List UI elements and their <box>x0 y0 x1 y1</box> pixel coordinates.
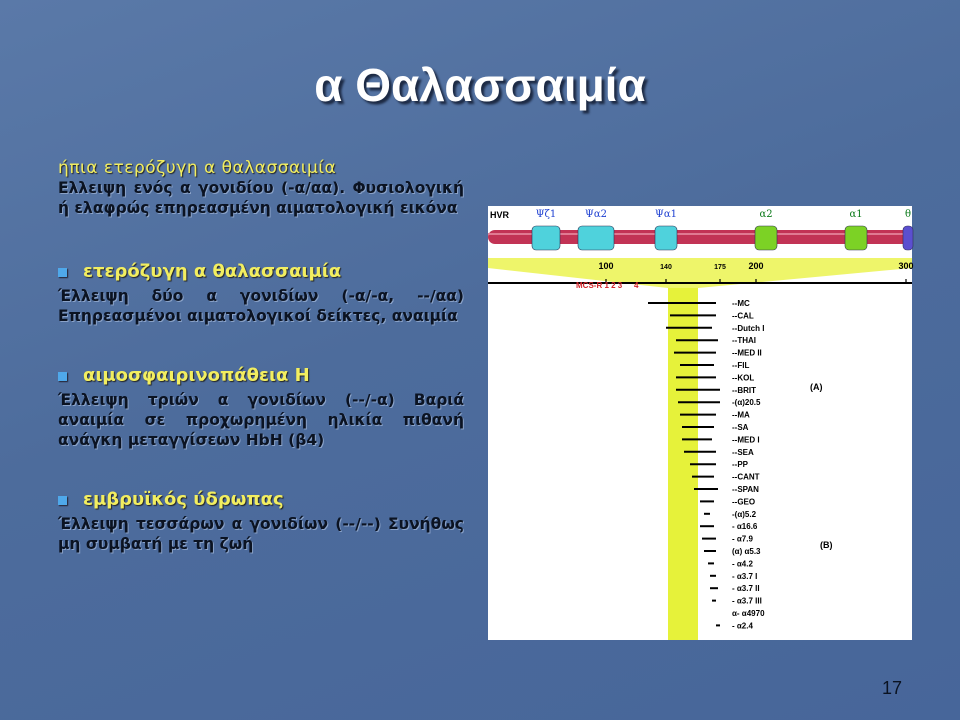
scale-label: 200 <box>748 261 764 271</box>
bullet-label: αιμοσφαιρινοπάθεια Η <box>83 365 310 386</box>
deletion-label: --MA <box>732 410 750 420</box>
deletion-label: --MED I <box>732 435 760 445</box>
intro-text: Ελλειψη ενός α γονιδίου (-α/αα). Φυσιολογική ή ελαφρώς επηρεασμένη αιματολογική εικόνα <box>58 179 464 217</box>
bullet-hydrops <box>58 490 464 510</box>
bullet-heterozygous <box>58 262 464 282</box>
deletion-label: α- α4970 <box>732 609 765 618</box>
mcs4-label: 4 <box>634 281 639 290</box>
intro-heading: ήπια ετερόζυγη α θαλασσαιμία <box>58 158 337 178</box>
gene-label: Ψα1 <box>655 209 677 220</box>
gene-box <box>578 226 614 250</box>
deletion-label: - α3.7 III <box>732 596 762 606</box>
deletion-label: --KOL <box>732 373 755 383</box>
deletion-label: --CAL <box>732 311 754 321</box>
deletion-label: --FIL <box>732 361 750 370</box>
gene-box <box>755 226 777 250</box>
deletion-label: - α2.4 <box>732 621 753 631</box>
hvr-label: HVR <box>490 210 510 220</box>
gene-box <box>655 226 677 250</box>
scale-label: 175 <box>714 264 726 271</box>
bullet-text: Έλλειψη τριών α γονιδίων (--/-α) Βαριά αναιμία σε προχωρημένη ηλικία πιθανή ανάγκη μεταγγίσεων HbH (β4) <box>58 391 464 449</box>
deletion-label: --CANT <box>732 472 760 482</box>
gene-label: θ <box>904 209 912 220</box>
bullet-text: Έλλειψη δύο α γονιδίων (-α/-α, --/αα) Επηρεασμένοι αιματολογικοί δείκτες, αναιμία <box>58 287 464 325</box>
deletion-label: - α3.7 I <box>732 571 758 581</box>
bullet-text: Έλλειψη τεσσάρων α γονιδίων (--/--) Συνήθως μη συμβατή με τη ζωή <box>58 515 464 553</box>
deletion-label: --PP <box>732 460 748 470</box>
bullet-label: εμβρυϊκός ύδρωπας <box>83 489 284 510</box>
mcs-label: MCS-R 1 2 3 <box>576 281 623 290</box>
deletion-label: --SA <box>732 423 749 432</box>
bullet-square-icon <box>58 372 67 381</box>
gene-box <box>845 226 867 250</box>
deletion-list <box>648 299 765 630</box>
gene-box <box>532 226 560 250</box>
deletion-label: (α) α5.3 <box>732 547 761 556</box>
gene-box <box>903 226 913 250</box>
alpha-globin-deletion-figure <box>488 206 912 640</box>
deletion-label: --MC <box>732 299 750 308</box>
deletion-label: --Dutch I <box>732 323 765 333</box>
deletion-label: --BRIT <box>732 385 756 395</box>
deletion-label: --SEA <box>732 447 754 457</box>
page-number: 17 <box>881 678 902 698</box>
gene-label: Ψζ1 <box>535 209 557 220</box>
bullet-label: ετερόζυγη α θαλασσαιμία <box>83 261 342 282</box>
deletion-label: - α7.9 <box>732 534 753 544</box>
deletion-label: --THAI <box>732 336 756 346</box>
deletion-label: - α16.6 <box>732 522 758 532</box>
deletion-label: - α3.7 II <box>732 584 760 594</box>
text-column <box>58 158 464 554</box>
deletion-label: --MED II <box>732 348 762 358</box>
intro-block <box>58 158 464 218</box>
gene-label: Ψα2 <box>585 209 607 220</box>
bullet-square-icon <box>58 496 67 505</box>
gene-label: α2 <box>759 209 773 220</box>
bullet-square-icon <box>58 268 67 277</box>
group-a-label: (A) <box>810 382 823 392</box>
scale-label: 140 <box>660 264 672 271</box>
scale-label: 100 <box>598 261 614 271</box>
deletion-label: - α4.2 <box>732 559 753 569</box>
gene-label: α1 <box>849 209 863 220</box>
deletion-label: -(α)20.5 <box>732 398 761 408</box>
deletion-label: -(α)5.2 <box>732 509 757 519</box>
deletion-label: --GEO <box>732 497 756 507</box>
group-b-label: (B) <box>820 540 833 550</box>
deletion-map-svg <box>488 206 912 640</box>
bullet-hbh <box>58 366 464 386</box>
slide-title: α Θαλασσαιμία <box>314 59 646 111</box>
scale-label: 300 <box>898 261 914 271</box>
deletion-label: --SPAN <box>732 485 759 494</box>
